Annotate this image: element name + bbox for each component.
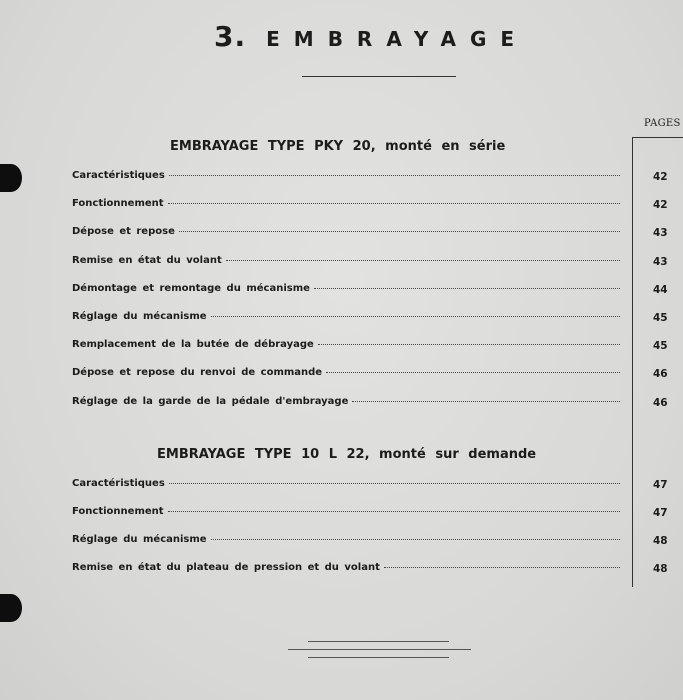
dot-leader xyxy=(211,539,620,540)
dot-leader xyxy=(168,511,620,512)
toc-entry[interactable] xyxy=(72,170,620,186)
toc-entry[interactable] xyxy=(72,396,620,412)
toc-page-number: 42 xyxy=(653,199,668,211)
toc-entry[interactable] xyxy=(72,198,620,214)
toc-entry-label: Remplacement de la butée de débrayage xyxy=(72,339,314,350)
toc-entry-label: Réglage du mécanisme xyxy=(72,534,207,545)
toc-entry-label: Démontage et remontage du mécanisme xyxy=(72,283,310,294)
section-heading-10l22: EMBRAYAGE TYPE 10 L 22, monté sur demande xyxy=(157,447,537,462)
dot-leader xyxy=(169,175,620,176)
dot-leader xyxy=(179,231,620,232)
section-heading-pky20: EMBRAYAGE TYPE PKY 20, monté en série xyxy=(170,139,506,154)
toc-entry[interactable] xyxy=(72,534,620,550)
toc-entry[interactable] xyxy=(72,339,620,355)
toc-entry-label: Caractéristiques xyxy=(72,170,165,181)
toc-page-number: 47 xyxy=(653,507,668,519)
toc-entry[interactable] xyxy=(72,311,620,327)
footer-rule xyxy=(288,649,471,650)
toc-entry-label: Fonctionnement xyxy=(72,506,164,517)
dot-leader xyxy=(384,567,620,568)
toc-entry[interactable] xyxy=(72,283,620,299)
toc-entry[interactable] xyxy=(72,367,620,383)
toc-page-number: 43 xyxy=(653,227,668,239)
toc-entry[interactable] xyxy=(72,562,620,578)
toc-page-number: 44 xyxy=(653,284,668,296)
chapter-number: 3. xyxy=(214,20,247,53)
toc-entry-label: Dépose et repose du renvoi de commande xyxy=(72,367,323,378)
toc-entry-label: Remise en état du volant xyxy=(72,255,222,266)
toc-entry[interactable] xyxy=(72,255,620,271)
toc-page-number: 42 xyxy=(653,171,668,183)
toc-entry[interactable] xyxy=(72,506,620,522)
pages-column-divider xyxy=(632,137,633,587)
toc-entry[interactable] xyxy=(72,226,620,242)
pages-header-divider xyxy=(633,137,683,138)
toc-entry-label: Dépose et repose xyxy=(72,226,175,237)
footer-rule xyxy=(308,657,449,658)
dot-leader xyxy=(318,344,620,345)
toc-entry[interactable] xyxy=(72,478,620,494)
toc-entry-label: Fonctionnement xyxy=(72,198,164,209)
dot-leader xyxy=(226,260,620,261)
dot-leader xyxy=(168,203,620,204)
toc-entry-label: Réglage du mécanisme xyxy=(72,311,207,322)
footer-rule xyxy=(308,641,449,642)
dot-leader xyxy=(211,316,620,317)
toc-page-number: 48 xyxy=(653,535,668,547)
dot-leader xyxy=(352,401,620,402)
toc-page-number: 46 xyxy=(653,368,668,380)
chapter-title xyxy=(214,20,528,53)
toc-page-number: 45 xyxy=(653,340,668,352)
toc-page-number: 47 xyxy=(653,479,668,491)
toc-entry-label: Caractéristiques xyxy=(72,478,165,489)
dot-leader xyxy=(326,372,620,373)
binder-hole-bottom xyxy=(0,594,22,622)
chapter-name: EMBRAYAGE xyxy=(266,27,529,51)
pages-column-header: PAGES xyxy=(644,118,681,129)
binder-hole-top xyxy=(0,164,22,192)
toc-entry-label: Réglage de la garde de la pédale d'embrayage xyxy=(72,396,349,407)
toc-page-number: 45 xyxy=(653,312,668,324)
toc-entry-label: Remise en état du plateau de pression et du volant xyxy=(72,562,380,573)
toc-page-number: 43 xyxy=(653,256,668,268)
dot-leader xyxy=(169,483,620,484)
title-underline xyxy=(302,76,456,77)
toc-page-number: 46 xyxy=(653,397,668,409)
toc-page-number: 48 xyxy=(653,563,668,575)
dot-leader xyxy=(314,288,620,289)
